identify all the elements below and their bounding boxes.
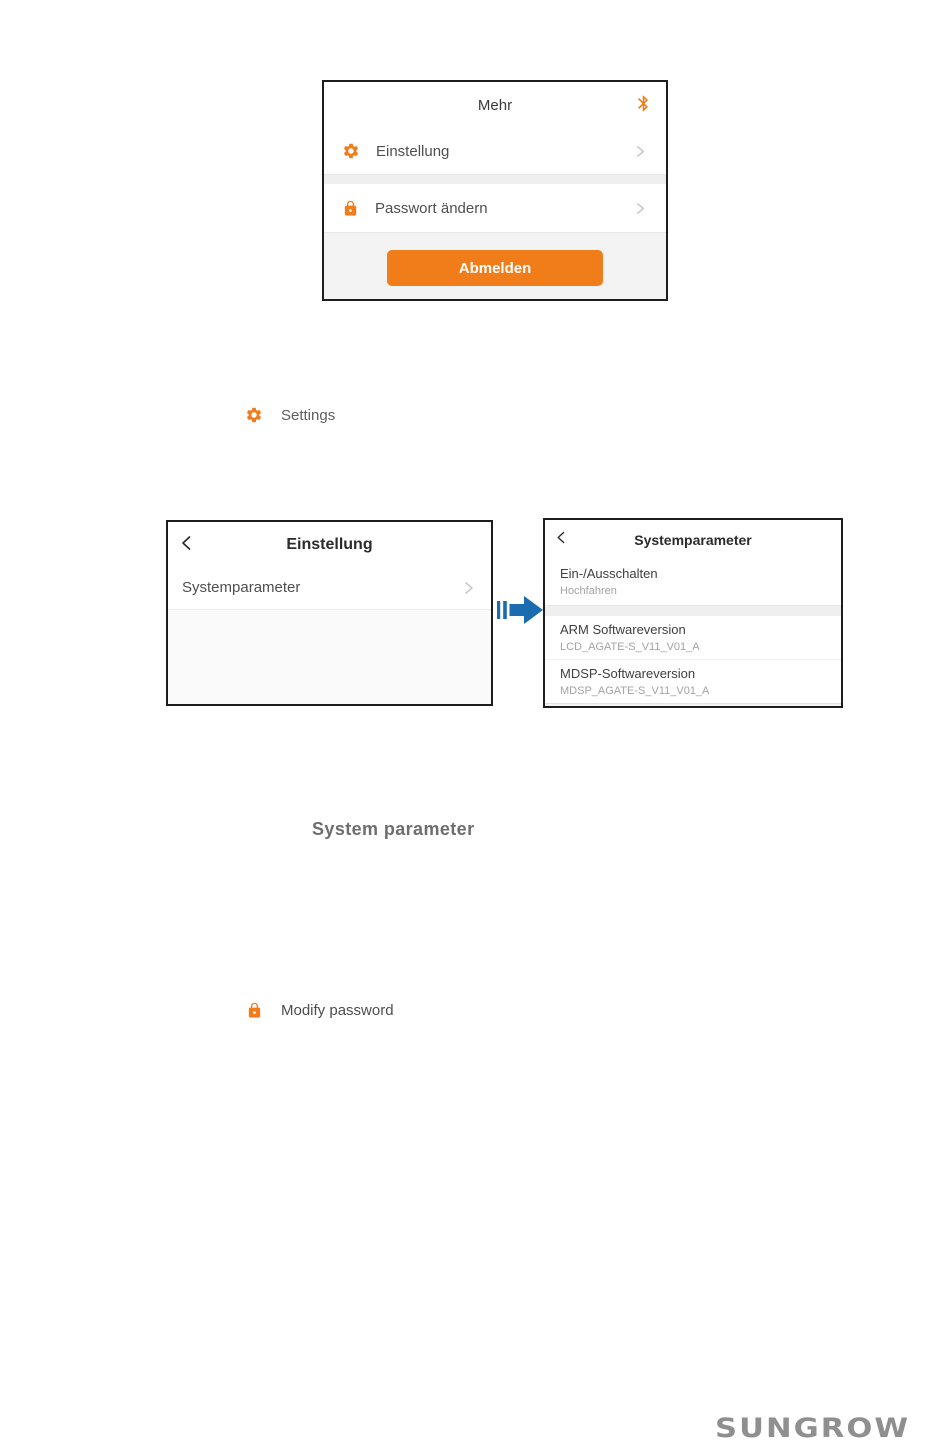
separator [324, 174, 666, 184]
gear-icon [342, 142, 360, 160]
mehr-screen [322, 80, 668, 301]
chevron-left-icon [554, 530, 569, 548]
chevron-right-icon [633, 201, 648, 216]
chevron-right-icon [633, 144, 648, 159]
menu-item-systemparameter[interactable] [168, 566, 491, 609]
page-title: Einstellung [286, 536, 373, 553]
param-label: Ein-/Ausschalten [560, 566, 658, 581]
modify-password-caption [246, 1002, 394, 1019]
back-button[interactable] [178, 522, 196, 566]
param-value: LCD_AGATE-S_V11_V01_A [560, 641, 700, 653]
systemparameter-screen [543, 518, 843, 708]
sungrow-logo: SUNGROW [715, 1413, 911, 1444]
mehr-screen-header [324, 82, 666, 128]
menu-item-label: Einstellung [376, 142, 450, 160]
systemparameter-screen-header [545, 520, 841, 558]
page-title: Systemparameter [634, 532, 752, 548]
menu-item-label: Systemparameter [182, 579, 301, 596]
mehr-screen-footer [324, 232, 666, 299]
modify-password-caption-label: Modify password [281, 1002, 394, 1019]
einstellung-screen-header [168, 522, 491, 566]
chevron-right-icon [461, 580, 477, 596]
param-row-mdsp-version [545, 659, 841, 703]
menu-item-passwort-aendern[interactable] [324, 184, 666, 232]
page-title: Mehr [477, 97, 513, 114]
bluetooth-icon[interactable] [634, 94, 653, 113]
empty-area [545, 703, 841, 706]
einstellung-screen [166, 520, 493, 706]
settings-caption [245, 406, 335, 424]
gear-icon [245, 406, 263, 424]
back-button[interactable] [554, 520, 569, 558]
menu-item-label: Passwort ändern [375, 199, 488, 217]
empty-area [168, 609, 491, 704]
lock-icon [342, 200, 359, 217]
param-row-arm-version [545, 616, 841, 659]
param-label: ARM Softwareversion [560, 622, 686, 637]
menu-item-einstellung[interactable] [324, 128, 666, 174]
lock-icon [246, 1002, 263, 1019]
param-row-onoff[interactable] [545, 558, 841, 605]
chevron-left-icon [178, 534, 196, 555]
system-parameter-caption: System parameter [312, 819, 475, 839]
param-value: Hochfahren [560, 585, 617, 597]
arrow-right-icon [497, 593, 543, 632]
separator [545, 605, 841, 616]
param-value: MDSP_AGATE-S_V11_V01_A [560, 685, 710, 697]
param-label: MDSP-Softwareversion [560, 666, 696, 681]
settings-caption-label: Settings [281, 406, 336, 424]
logout-button[interactable]: Abmelden [387, 250, 603, 286]
